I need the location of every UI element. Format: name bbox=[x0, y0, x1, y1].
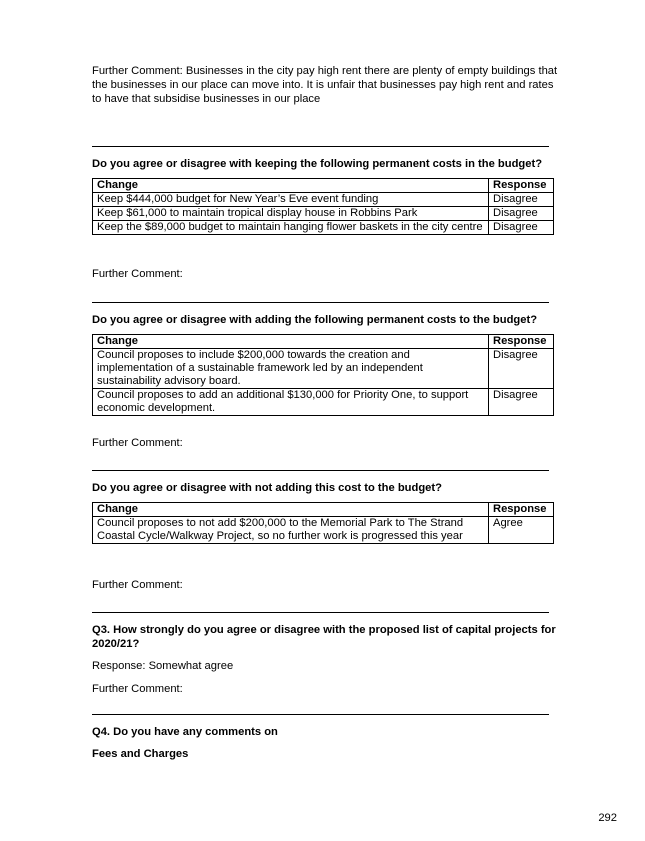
table-header-row bbox=[93, 503, 554, 517]
change-cell: Keep the $89,000 budget to maintain hanging flower baskets in the city centre bbox=[93, 221, 489, 235]
change-cell: Keep $444,000 budget for New Year’s Eve event funding bbox=[93, 193, 489, 207]
column-header-change: Change bbox=[93, 503, 489, 517]
question-keep-permanent-costs: Do you agree or disagree with keeping the following permanent costs in the budget? bbox=[92, 158, 543, 170]
change-cell: Council proposes to add an additional $130,000 for Priority One, to support economic development. bbox=[93, 389, 489, 416]
further-comment-label: Further Comment: bbox=[92, 683, 183, 695]
page-number: 292 bbox=[598, 812, 617, 824]
column-header-response: Response bbox=[489, 503, 554, 517]
question-add-permanent-costs: Do you agree or disagree with adding the following permanent costs to the budget? bbox=[92, 314, 538, 326]
response-cell: Disagree bbox=[489, 349, 554, 389]
response-cell: Disagree bbox=[489, 207, 554, 221]
column-header-response: Response bbox=[489, 179, 554, 193]
not-adding-cost-table bbox=[92, 502, 554, 544]
response-cell: Disagree bbox=[489, 389, 554, 416]
divider bbox=[92, 470, 549, 471]
response-cell: Disagree bbox=[489, 193, 554, 207]
table-row bbox=[93, 517, 554, 544]
change-cell: Council proposes to not add $200,000 to the Memorial Park to The Strand Coastal Cycle/Walkway Project, so no further work is progressed this year bbox=[93, 517, 489, 544]
further-comment-label: Further Comment: bbox=[92, 437, 183, 449]
question-q4-comments: Q4. Do you have any comments on bbox=[92, 726, 278, 738]
divider bbox=[92, 302, 549, 303]
table-row bbox=[93, 389, 554, 416]
change-cell: Council proposes to include $200,000 towards the creation and implementation of a sustainable framework led by an independent sustainability advisory board. bbox=[93, 349, 489, 389]
further-comment-label: Further Comment: bbox=[92, 268, 183, 280]
q3-response: Response: Somewhat agree bbox=[92, 660, 234, 672]
change-cell: Keep $61,000 to maintain tropical display house in Robbins Park bbox=[93, 207, 489, 221]
table-row bbox=[93, 193, 554, 207]
table-row bbox=[93, 221, 554, 235]
intro-further-comment: Further Comment: Businesses in the city pay high rent there are plenty of empty buildings that the businesses in our place can move into. It is unfair that businesses pay high rent and rates to have that subsidise businesses in our place bbox=[92, 65, 558, 105]
response-cell: Disagree bbox=[489, 221, 554, 235]
further-comment-label: Further Comment: bbox=[92, 579, 183, 591]
divider bbox=[92, 714, 549, 715]
question-q3-capital-projects: Q3. How strongly do you agree or disagree with the proposed list of capital projects for 2020/21? bbox=[92, 624, 556, 650]
divider bbox=[92, 146, 549, 147]
keep-costs-table bbox=[92, 178, 554, 235]
table-header-row bbox=[93, 179, 554, 193]
table-row bbox=[93, 349, 554, 389]
column-header-change: Change bbox=[93, 335, 489, 349]
divider bbox=[92, 612, 549, 613]
fees-and-charges-heading: Fees and Charges bbox=[92, 748, 189, 760]
response-cell: Agree bbox=[489, 517, 554, 544]
table-header-row bbox=[93, 335, 554, 349]
question-not-adding-cost: Do you agree or disagree with not adding this cost to the budget? bbox=[92, 482, 442, 494]
add-costs-table bbox=[92, 334, 554, 416]
column-header-change: Change bbox=[93, 179, 489, 193]
table-row bbox=[93, 207, 554, 221]
column-header-response: Response bbox=[489, 335, 554, 349]
